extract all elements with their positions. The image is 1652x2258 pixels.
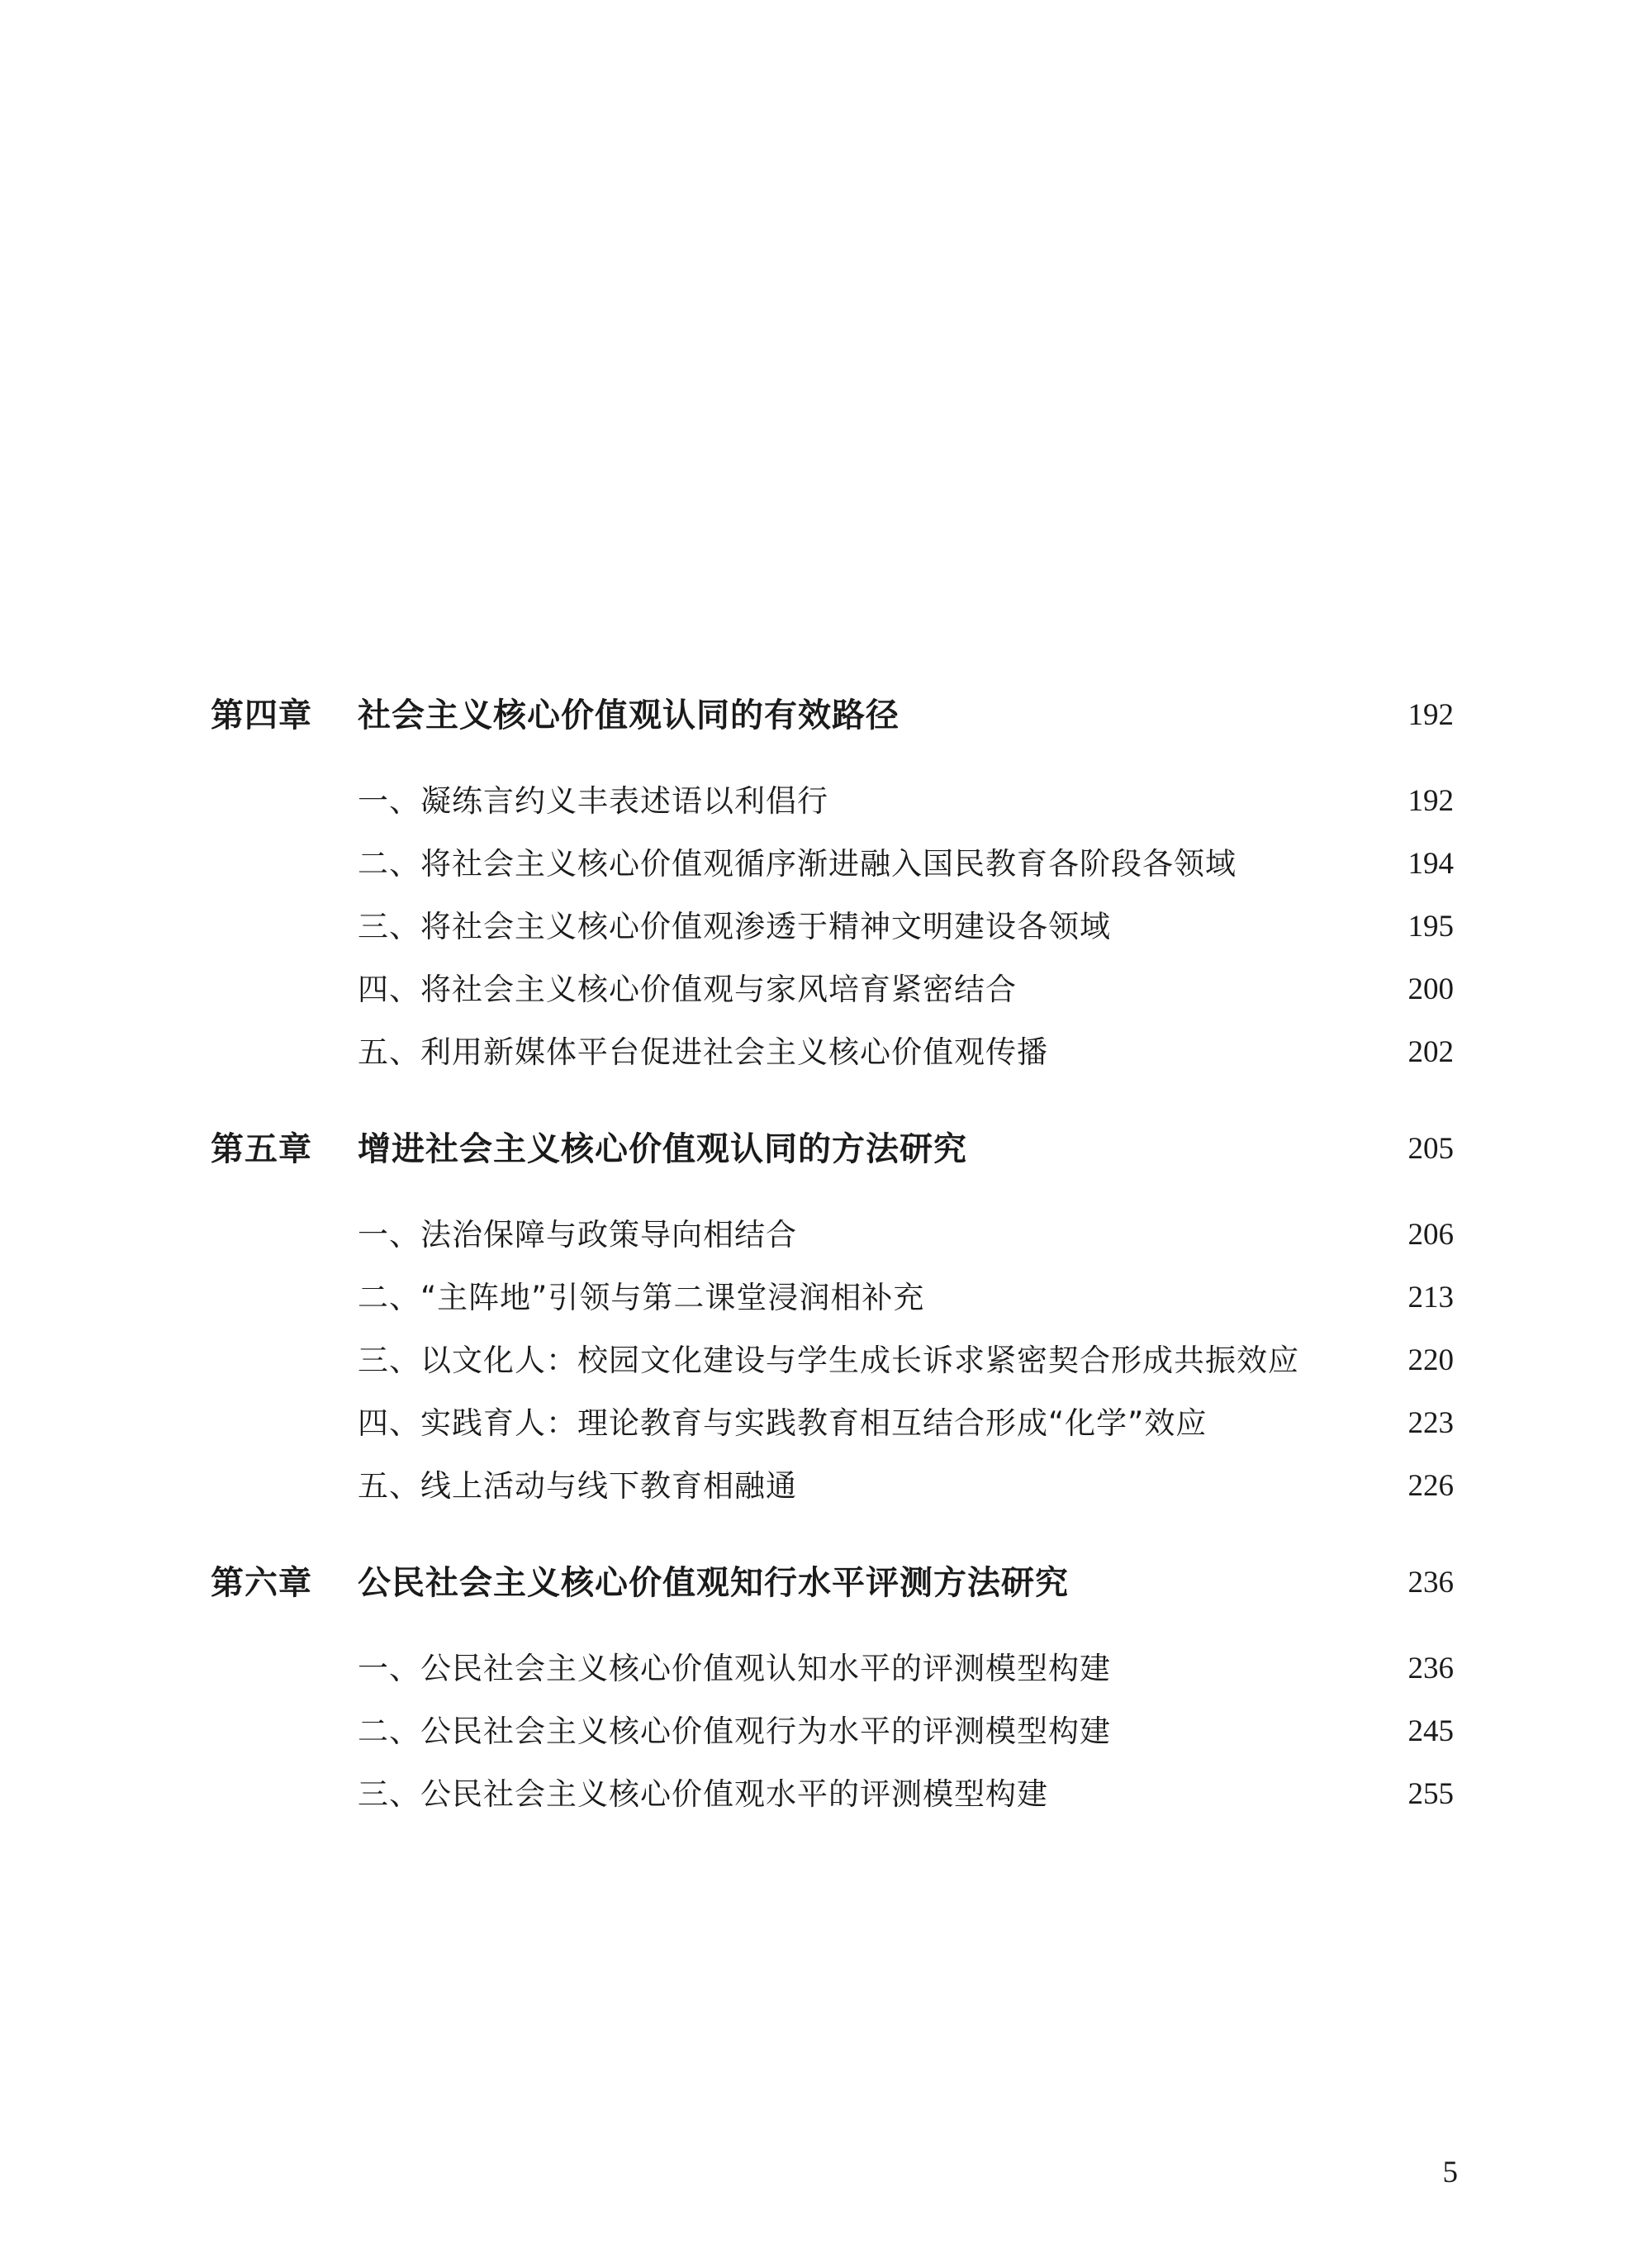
section-title: 三、以文化人：校园文化建设与学生成长诉求紧密契合形成共振效应 [358,1343,1299,1378]
section-list [211,777,1454,1077]
chapter-number: 第四章 [211,696,312,734]
section-page-number: 206 [1408,1218,1454,1252]
chapter-heading [211,1124,1454,1174]
chapter-page-number: 205 [1408,1132,1454,1166]
section-entry [211,1274,1454,1322]
section-page-number: 226 [1408,1469,1454,1503]
section-entry [211,1029,1454,1077]
section-title: 三、公民社会主义核心价值观水平的评测模型构建 [358,1776,1048,1812]
section-page-number: 223 [1408,1406,1454,1440]
chapter-4 [211,691,1454,1077]
section-title: 三、将社会主义核心价值观渗透于精神文明建设各领域 [358,909,1111,944]
chapter-page-number: 192 [1408,698,1454,732]
section-page-number: 195 [1408,910,1454,944]
section-page-number: 255 [1408,1777,1454,1811]
section-entry [211,1211,1454,1259]
section-entry [211,1708,1454,1756]
chapter-heading [211,1558,1454,1608]
section-entry [211,1400,1454,1447]
section-page-number: 236 [1408,1652,1454,1685]
chapter-6 [211,1558,1454,1818]
section-entry [211,1337,1454,1385]
section-page-number: 200 [1408,972,1454,1006]
chapter-title: 公民社会主义核心价值观知行水平评测方法研究 [358,1564,1069,1602]
section-entry [211,903,1454,951]
chapter-5 [211,1124,1454,1510]
section-title: 一、公民社会主义核心价值观认知水平的评测模型构建 [358,1651,1111,1686]
section-title: 二、公民社会主义核心价值观行为水平的评测模型构建 [358,1714,1111,1749]
section-title: 四、实践育人：理论教育与实践教育相互结合形成“化学”效应 [358,1405,1208,1441]
section-title: 一、法治保障与政策导向相结合 [358,1217,797,1253]
section-title: 五、线上活动与线下教育相融通 [358,1468,797,1504]
section-entry [211,966,1454,1014]
section-page-number: 220 [1408,1343,1454,1377]
chapter-heading [211,691,1454,740]
section-page-number: 213 [1408,1281,1454,1314]
section-list [211,1645,1454,1818]
section-entry [211,777,1454,825]
section-title: 一、凝练言约义丰表述语以利倡行 [358,783,828,819]
section-title: 五、利用新媒体平台促进社会主义核心价值观传播 [358,1034,1048,1070]
section-title: 二、“主阵地”引领与第二课堂浸润相补充 [358,1280,925,1315]
section-title: 二、将社会主义核心价值观循序渐进融入国民教育各阶段各领域 [358,846,1237,882]
section-entry [211,840,1454,888]
chapter-title: 社会主义核心价值观认同的有效路径 [358,696,900,734]
section-title: 四、将社会主义核心价值观与家风培育紧密结合 [358,972,1017,1007]
page-folio: 5 [1442,2156,1458,2189]
section-entry [211,1771,1454,1818]
chapter-number: 第六章 [211,1564,312,1602]
section-page-number: 202 [1408,1035,1454,1069]
section-page-number: 194 [1408,847,1454,881]
chapter-number: 第五章 [211,1130,312,1168]
table-of-contents [211,691,1454,1866]
chapter-page-number: 236 [1408,1566,1454,1600]
section-page-number: 245 [1408,1714,1454,1748]
section-list [211,1211,1454,1510]
section-entry [211,1645,1454,1693]
section-page-number: 192 [1408,784,1454,818]
section-entry [211,1462,1454,1510]
chapter-title: 增进社会主义核心价值观认同的方法研究 [358,1130,967,1168]
